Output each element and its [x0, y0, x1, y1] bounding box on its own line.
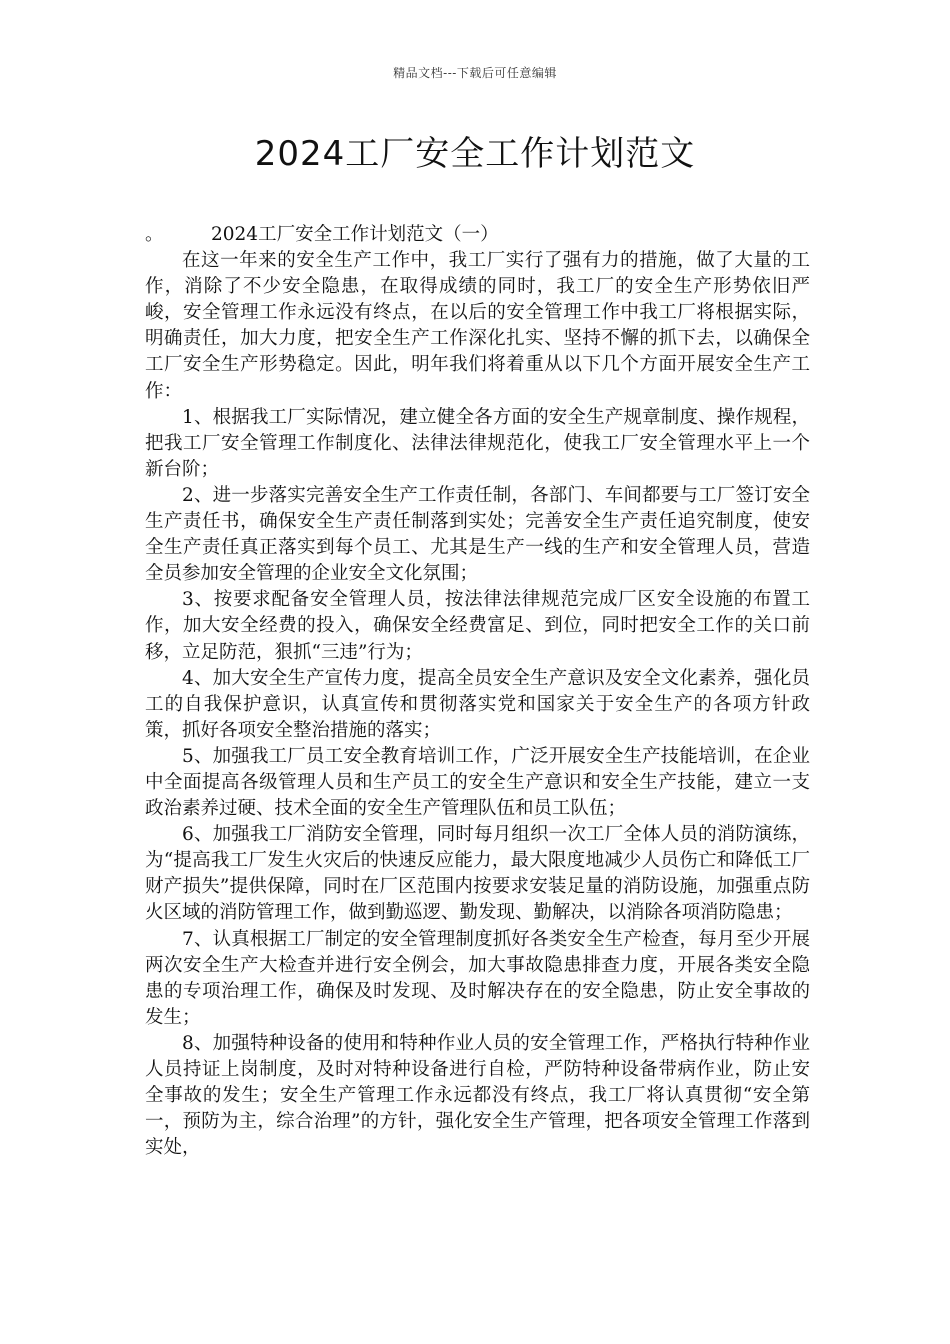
list-item-6: 6、加强我工厂消防安全管理，同时每月组织一次工厂全体人员的消防演练，为“提高我工厂发生火灾后的快速反应能力，最大限度地减少人员伤亡和降低工厂财产损失”提供保障，同时在厂区范围内按要求安装足量的消防设施，加强重点防火区域的消防管理工作，做到勤巡逻、勤发现、勤解决，以消除各项消防隐患； [145, 824, 810, 924]
list-item-7: 7、认真根据工厂制定的安全管理制度抓好各类安全生产检查，每月至少开展两次安全生产大检查并进行安全例会，加大事故隐患排查力度，开展各类安全隐患的专项治理工作，确保及时发现、及时解决存在的安全隐患，防止安全事故的发生； [145, 928, 810, 1028]
list-item-8: 8、加强特种设备的使用和特种作业人员的安全管理工作，严格执行特种作业人员持证上岗制度，及时对特种设备进行自检，严防特种设备带病作业，防止安全事故的发生；安全生产管理工作永远都没有终点，我工厂将认真贯彻“安全第一，预防为主，综合治理”的方针，强化安全生产管理，把各项安全管理工作落到实处， [145, 1032, 810, 1159]
subtitle-bullet: 。 [145, 224, 164, 245]
document-title: 2024工厂安全工作计划范文 [254, 134, 696, 174]
list-item-2: 2、进一步落实完善安全生产工作责任制，各部门、车间都要与工厂签订安全生产责任书，确保安全生产责任制落到实处；完善安全生产责任追究制度，使安全生产责任真正落实到每个员工、尤其是生产一线的生产和安全管理人员，营造全员参加安全管理的企业安全文化氛围； [145, 484, 810, 585]
intro-paragraph: 在这一年来的安全生产工作中，我工厂实行了强有力的措施，做了大量的工作，消除了不少安全隐患，在取得成绩的同时，我工厂的安全生产形势依旧严峻，安全管理工作永远没有终点，在以后的安全管理工作中我工厂将根据实际，明确责任，加大力度，把安全生产工作深化扎实、坚持不懈的抓下去，以确保全工厂安全生产形势稳定。因此，明年我们将着重从以下几个方面开展安全生产工作： [145, 250, 810, 402]
list-item-3: 3、按要求配备安全管理人员，按法律法律规范完成厂区安全设施的布置工作，加大安全经费的投入，确保安全经费富足、到位，同时把安全工作的关口前移，立足防范，狠抓“三违”行为； [145, 589, 810, 663]
section-subtitle [145, 222, 810, 248]
header-note: 精品文档---下载后可任意编辑 [393, 66, 557, 80]
subtitle-text: 2024工厂安全工作计划范文（一） [211, 224, 499, 245]
list-item-4: 4、加大安全生产宣传力度，提高全员安全生产意识及安全文化素养，强化员工的自我保护意识，认真宣传和贯彻落实党和国家关于安全生产的各项方针政策，抓好各项安全整治措施的落实； [145, 667, 810, 741]
list-item-5: 5、加强我工厂员工安全教育培训工作，广泛开展安全生产技能培训，在企业中全面提高各级管理人员和生产员工的安全生产意识和安全生产技能，建立一支政治素养过硬、技术全面的安全生产管理队伍和员工队伍； [145, 745, 810, 820]
list-item-1: 1、根据我工厂实际情况，建立健全各方面的安全生产规章制度、操作规程，把我工厂安全管理工作制度化、法律法律规范化，使我工厂安全管理水平上一个新台阶； [145, 406, 810, 480]
document-body [145, 222, 810, 1161]
